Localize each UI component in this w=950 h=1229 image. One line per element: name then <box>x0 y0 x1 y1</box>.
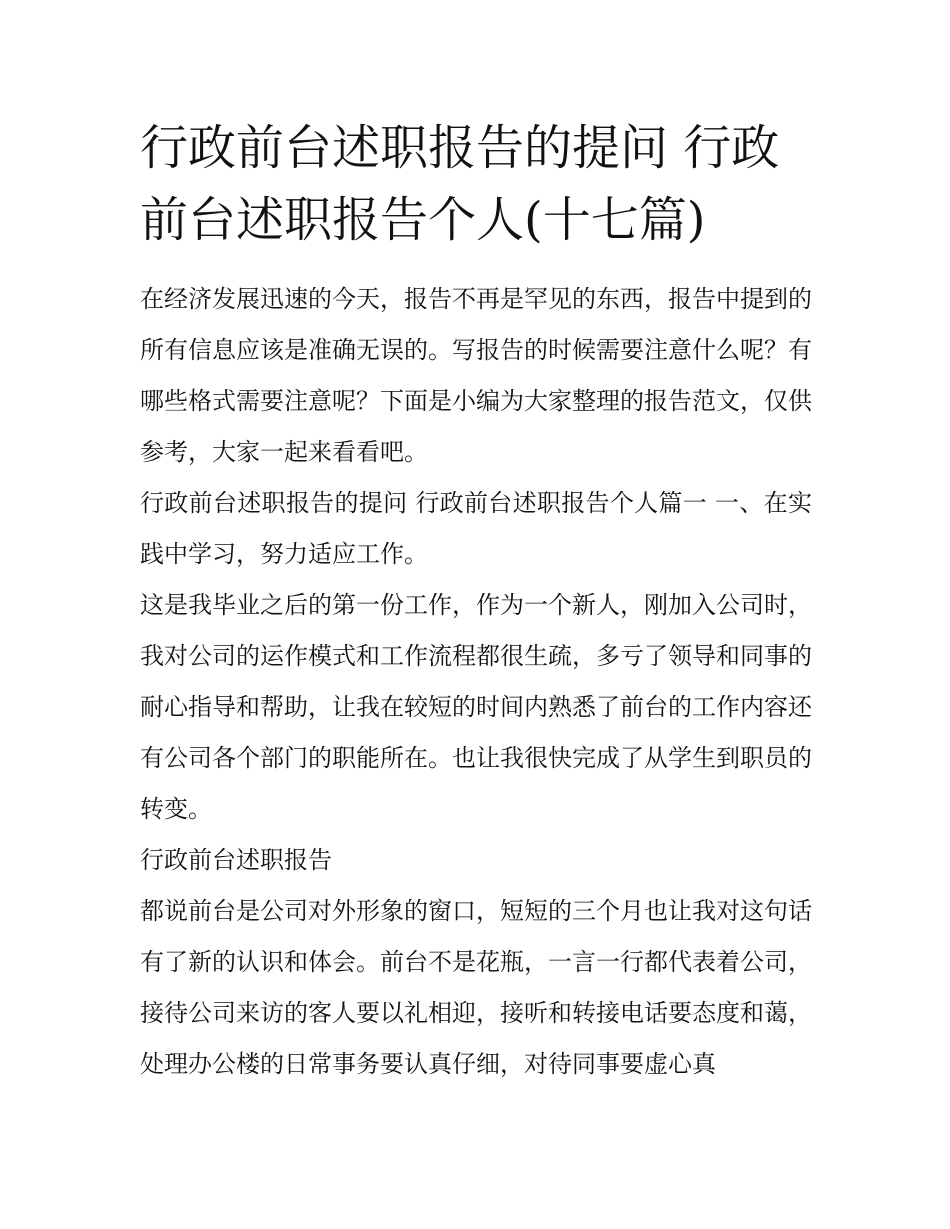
paragraph-section-heading: 行政前台述职报告的提问 行政前台述职报告个人篇一 一、在实践中学习，努力适应工作。 <box>140 489 812 568</box>
paragraph-subheading: 行政前台述职报告 <box>140 846 332 874</box>
paragraph-front-desk: 都说前台是公司对外形象的窗口，短短的三个月也让我对这句话有了新的认识和体会。前台不是花瓶，一言一行都代表着公司，接待公司来访的客人要以礼相迎，接听和转接电话要态度和蔼，处理办公楼的日常事务要认真仔细，对待同事要虚心真 <box>140 897 812 1078</box>
document-body <box>140 112 812 1090</box>
document-title: 行政前台述职报告的提问 行政前台述职报告个人(十七篇) <box>140 120 780 248</box>
paragraph-intro: 在经济发展迅速的今天，报告不再是罕见的东西，报告中提到的所有信息应该是准确无误的。写报告的时候需要注意什么呢？有哪些格式需要注意呢？下面是小编为大家整理的报告范文，仅供参考，大家一起来看看吧。 <box>140 285 812 466</box>
paragraph-first-job: 这是我毕业之后的第一份工作，作为一个新人，刚加入公司时，我对公司的运作模式和工作流程都很生疏，多亏了领导和同事的耐心指导和帮助，让我在较短的时间内熟悉了前台的工作内容还有公司各个部门的职能所在。也让我很快完成了从学生到职员的转变。 <box>140 591 812 823</box>
